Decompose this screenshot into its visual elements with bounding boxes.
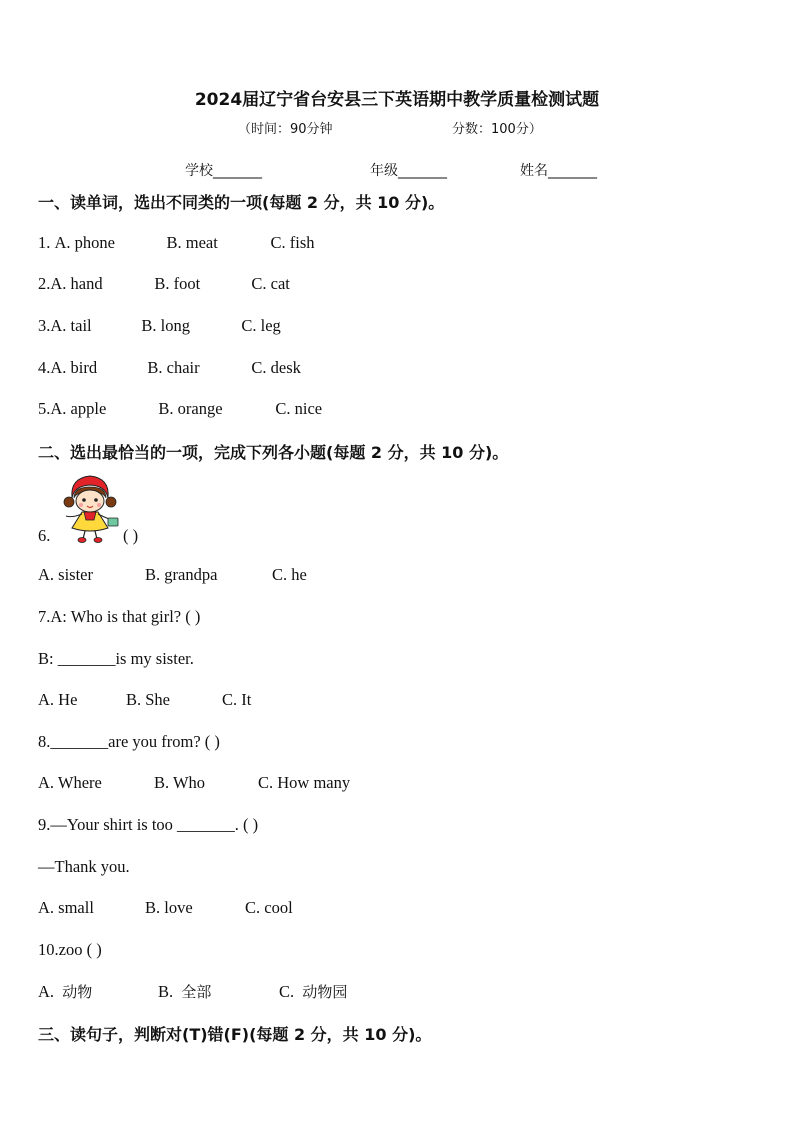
question-7-options: [38, 690, 251, 710]
option-c: C. nice: [275, 399, 323, 418]
option-b: B. orange: [158, 399, 223, 418]
answer-blank: ( ): [123, 526, 139, 545]
grade-field: 年级_______: [370, 163, 447, 179]
option-c: 动物园: [302, 983, 348, 1001]
question-number: 4.: [38, 358, 51, 377]
question-1: [38, 233, 315, 253]
exam-time: （时间：90分钟: [238, 122, 333, 137]
question-number: 3.: [38, 316, 51, 335]
option-b: B. grandpa: [145, 565, 218, 584]
question-5: [38, 399, 322, 419]
option-c: C. fish: [270, 233, 315, 252]
option-b: B. foot: [154, 274, 201, 293]
option-b: 全部: [181, 983, 212, 1001]
option-c-letter: C.: [279, 982, 295, 1001]
question-7: 7.A: Who is that girl? ( ): [38, 607, 201, 626]
question-10-options: [38, 981, 347, 1002]
option-b: B. Who: [154, 773, 206, 792]
school-field: 学校_______: [185, 163, 262, 179]
question-8: 8._______are you from? ( ): [38, 732, 220, 751]
option-c: C. How many: [258, 773, 351, 792]
option-b: B. meat: [166, 233, 218, 252]
option-c: C. he: [272, 565, 307, 584]
option-b-letter: B.: [158, 982, 174, 1001]
question-number: 1.: [38, 233, 55, 252]
option-c: C. desk: [251, 358, 301, 377]
option-a: A. apple: [50, 399, 107, 418]
option-c: C. It: [222, 690, 252, 709]
question-7-response: B: _______is my sister.: [38, 649, 194, 668]
option-a: A. bird: [50, 358, 98, 377]
question-9-options: [38, 898, 293, 918]
question-6: [38, 526, 138, 546]
question-number: 5.: [38, 399, 51, 418]
option-a: A. small: [38, 898, 94, 917]
question-6-options: [38, 565, 307, 585]
option-c: C. cat: [251, 274, 290, 293]
section-2-heading: 二、选出最恰当的一项，完成下列各小题(每题 2 分，共 10 分)。: [38, 443, 509, 462]
exam-score: 分数：100分）: [452, 122, 542, 137]
option-a: A. hand: [50, 274, 103, 293]
name-field: 姓名_______: [520, 163, 597, 179]
question-number: 6.: [38, 526, 51, 545]
question-4: [38, 358, 301, 378]
question-3: [38, 316, 281, 336]
section-3-heading: 三、读句子，判断对(T)错(F)(每题 2 分，共 10 分)。: [38, 1025, 432, 1044]
option-a-letter: A.: [38, 982, 55, 1001]
option-a: A. phone: [54, 233, 115, 252]
page-title: 2024届辽宁省台安县三下英语期中教学质量检测试题: [194, 90, 600, 110]
question-number: 2.: [38, 274, 51, 293]
option-c: C. leg: [241, 316, 281, 335]
question-10: 10.zoo ( ): [38, 940, 102, 959]
option-b: B. She: [126, 690, 171, 709]
option-a: 动物: [62, 983, 93, 1001]
option-b: B. long: [141, 316, 190, 335]
option-a: A. Where: [38, 773, 102, 792]
option-a: A. He: [38, 690, 78, 709]
question-8-options: [38, 773, 350, 793]
option-a: A. sister: [38, 565, 93, 584]
question-9-response: —Thank you.: [38, 857, 130, 876]
question-9: 9.—Your shirt is too _______. ( ): [38, 815, 259, 834]
option-b: B. love: [145, 898, 193, 917]
option-a: A. tail: [50, 316, 92, 335]
option-c: C. cool: [245, 898, 293, 917]
section-1-heading: 一、读单词，选出不同类的一项(每题 2 分，共 10 分)。: [38, 193, 445, 212]
option-b: B. chair: [147, 358, 200, 377]
question-2: [38, 274, 290, 294]
